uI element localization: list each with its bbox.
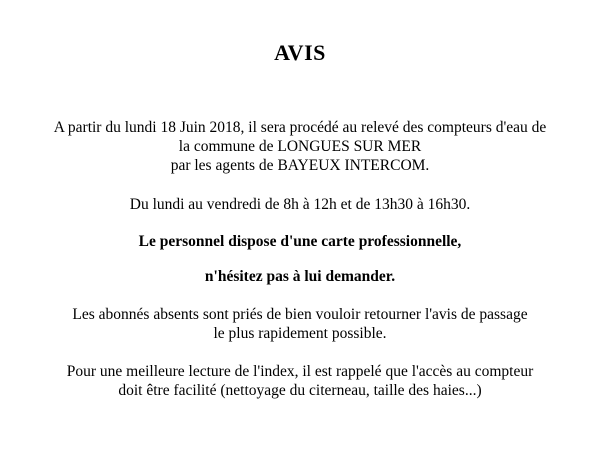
schedule-paragraph: Du lundi au vendredi de 8h à 12h et de 13h30 à 16h30. bbox=[129, 196, 471, 213]
card-notice: Le personnel dispose d'une carte professionnelle, bbox=[138, 233, 462, 250]
intro-paragraph bbox=[0, 118, 600, 175]
ask-notice: n'hésitez pas à lui demander. bbox=[204, 268, 396, 285]
absent-line-1: Les abonnés absents sont priés de bien vouloir retourner l'avis de passage bbox=[72, 306, 528, 323]
access-line-2: doit être facilité (nettoyage du citerneau, taille des haies...) bbox=[118, 382, 482, 399]
intro-line-2: la commune de LONGUES SUR MER bbox=[178, 138, 422, 155]
absent-line-2: le plus rapidement possible. bbox=[213, 325, 387, 342]
access-paragraph bbox=[0, 362, 600, 400]
access-line-1: Pour une meilleure lecture de l'index, il est rappelé que l'accès au compteur bbox=[66, 363, 534, 380]
intro-line-1: A partir du lundi 18 Juin 2018, il sera procédé au relevé des compteurs d'eau de bbox=[53, 119, 547, 136]
intro-line-3: par les agents de BAYEUX INTERCOM. bbox=[170, 157, 430, 174]
notice-title: AVIS bbox=[274, 40, 326, 65]
absent-paragraph bbox=[0, 305, 600, 343]
